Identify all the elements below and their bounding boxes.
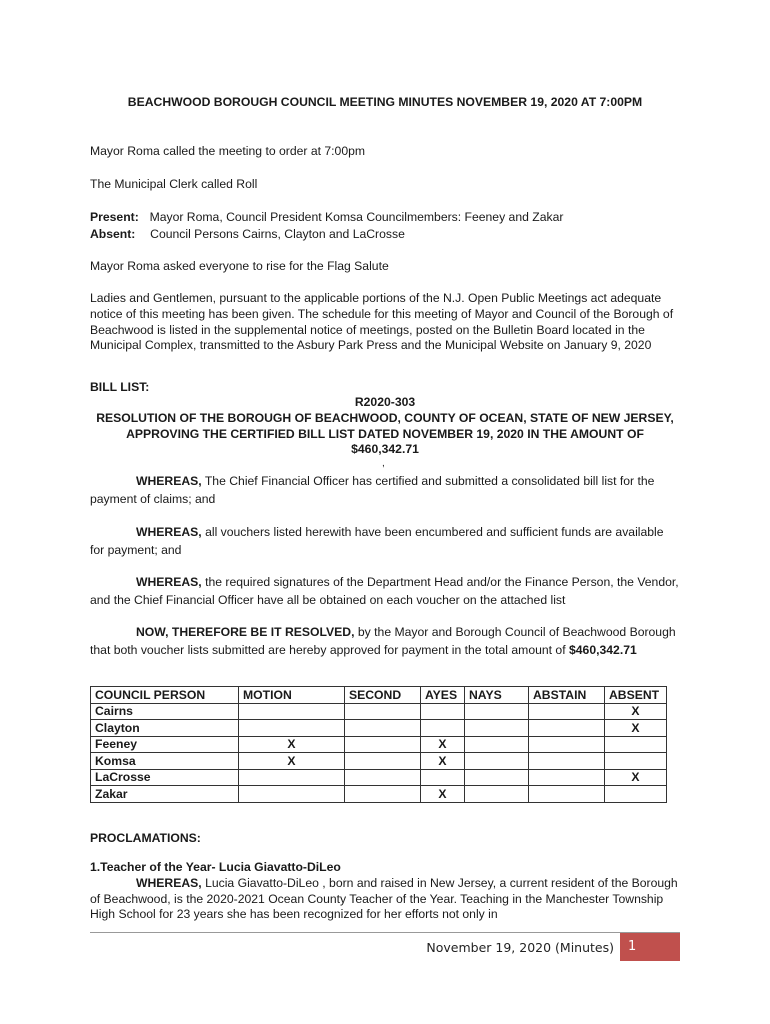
vote-cell [421, 720, 465, 737]
proclamation-1-paragraph [90, 876, 680, 923]
vote-cell [421, 769, 465, 786]
vote-cell: X [239, 736, 345, 753]
whereas-label: WHEREAS, [136, 525, 202, 539]
vote-cell [605, 786, 667, 803]
vote-cell [529, 720, 605, 737]
vote-cell: X [421, 786, 465, 803]
vote-cell: X [605, 769, 667, 786]
whereas-text: all vouchers listed herewith have been encumbered and sufficient funds are available for payment; and [90, 525, 664, 557]
whereas-text: The Chief Financial Officer has certified and submitted a consolidated bill list for the payment of claims; and [90, 474, 655, 506]
whereas-paragraph-1 [90, 472, 680, 508]
vote-cell [465, 786, 529, 803]
whereas-text: the required signatures of the Department Head and/or the Finance Person, the Vendor, and the Chief Financial Officer have all be obtained on each voucher on the attached list [90, 575, 679, 607]
vote-cell: X [239, 753, 345, 770]
absent-text: Council Persons Cairns, Clayton and LaCrosse [150, 227, 405, 241]
vote-cell [345, 753, 421, 770]
present-label: Present: [90, 210, 139, 224]
vote-table-header-row [91, 687, 667, 704]
council-person-name: Komsa [91, 753, 239, 770]
vote-cell [465, 736, 529, 753]
flag-salute-line: Mayor Roma asked everyone to rise for the Flag Salute [90, 259, 389, 273]
whereas-paragraph-2 [90, 523, 680, 559]
council-person-name: Clayton [91, 720, 239, 737]
vote-cell [465, 720, 529, 737]
vote-cell: X [421, 736, 465, 753]
proclamation-1-text: Lucia Giavatto-DiLeo , born and raised in New Jersey, a current resident of the Borough of Beachwood, is the 2020-2021 Ocean County Teacher of the Year. Teaching in the Manchester Township High School for 23 years she has been recognized for her efforts not only in [90, 876, 678, 922]
vote-cell [239, 769, 345, 786]
council-person-name: Zakar [91, 786, 239, 803]
resolution-number: R2020-303 [354, 395, 416, 409]
header-absent: ABSENT [605, 687, 667, 704]
header-nays: NAYS [465, 687, 529, 704]
vote-cell: X [421, 753, 465, 770]
proclamations-heading: PROCLAMATIONS: [90, 831, 201, 845]
vote-cell [529, 786, 605, 803]
vote-cell [239, 703, 345, 720]
vote-cell [345, 769, 421, 786]
absent-label: Absent: [90, 227, 136, 241]
proclamation-1-title: 1.Teacher of the Year- Lucia Giavatto-DiLeo [90, 860, 341, 874]
present-line [90, 210, 690, 224]
absent-line [90, 227, 690, 241]
table-row [91, 703, 667, 720]
resolved-paragraph [90, 623, 680, 659]
resolved-amount: $460,342.71 [568, 643, 637, 657]
header-council-person: COUNCIL PERSON [91, 687, 239, 704]
vote-cell [239, 720, 345, 737]
roll-call-line: The Municipal Clerk called Roll [90, 177, 258, 191]
vote-cell [465, 703, 529, 720]
bill-list-heading: BILL LIST: [90, 380, 150, 394]
council-person-name: Cairns [91, 703, 239, 720]
whereas-paragraph-3 [90, 573, 680, 609]
page-number: 1 [628, 939, 637, 954]
stray-comma: , [382, 458, 385, 469]
vote-cell [345, 736, 421, 753]
table-row [91, 736, 667, 753]
vote-cell [421, 703, 465, 720]
vote-cell: X [605, 703, 667, 720]
table-row [91, 786, 667, 803]
header-second: SECOND [345, 687, 421, 704]
vote-cell [345, 703, 421, 720]
footer-date: November 19, 2020 (Minutes) [426, 940, 614, 955]
vote-cell [529, 703, 605, 720]
resolved-label: NOW, THEREFORE BE IT RESOLVED, [136, 625, 355, 639]
whereas-label: WHEREAS, [136, 876, 202, 890]
vote-cell [239, 786, 345, 803]
vote-table [90, 686, 667, 803]
whereas-label: WHEREAS, [136, 575, 202, 589]
page-title: BEACHWOOD BOROUGH COUNCIL MEETING MINUTES NOVEMBER 19, 2020 AT 7:00PM [127, 95, 643, 109]
page-number-badge [620, 933, 680, 961]
vote-cell [465, 753, 529, 770]
header-abstain: ABSTAIN [529, 687, 605, 704]
vote-cell [605, 753, 667, 770]
header-ayes: AYES [421, 687, 465, 704]
call-to-order-line: Mayor Roma called the meeting to order at 7:00pm [90, 144, 366, 158]
council-person-name: LaCrosse [91, 769, 239, 786]
opma-paragraph: Ladies and Gentlemen, pursuant to the applicable portions of the N.J. Open Public Meetings act adequate notice of this meeting has been given. The schedule for this meeting of Mayor and Council of the Borough of Beachwood is listed in the supplemental notice of meetings, posted on the Bulletin Board located in the Municipal Complex, transmitted to the Asbury Park Press and the Municipal Website on January 9, 2020 [90, 291, 674, 353]
table-row [91, 753, 667, 770]
council-person-name: Feeney [91, 736, 239, 753]
vote-cell: X [605, 720, 667, 737]
table-row [91, 769, 667, 786]
header-motion: MOTION [239, 687, 345, 704]
table-row [91, 720, 667, 737]
vote-cell [529, 753, 605, 770]
resolved-text: by the Mayor and Borough Council of Beachwood Borough that both voucher lists submitted are hereby approved for payment in the total amount of [90, 625, 676, 657]
vote-cell [529, 769, 605, 786]
whereas-label: WHEREAS, [136, 474, 202, 488]
vote-cell [605, 736, 667, 753]
vote-cell [345, 720, 421, 737]
vote-cell [465, 769, 529, 786]
vote-cell [529, 736, 605, 753]
present-text: Mayor Roma, Council President Komsa Councilmembers: Feeney and Zakar [149, 210, 564, 224]
vote-cell [345, 786, 421, 803]
footer-divider [90, 932, 680, 933]
resolution-title: RESOLUTION OF THE BOROUGH OF BEACHWOOD, COUNTY OF OCEAN, STATE OF NEW JERSEY, APPROVING THE CERTIFIED BILL LIST DATED NOVEMBER 19, 2020 IN THE AMOUNT OF $460,342.71 [96, 411, 674, 457]
